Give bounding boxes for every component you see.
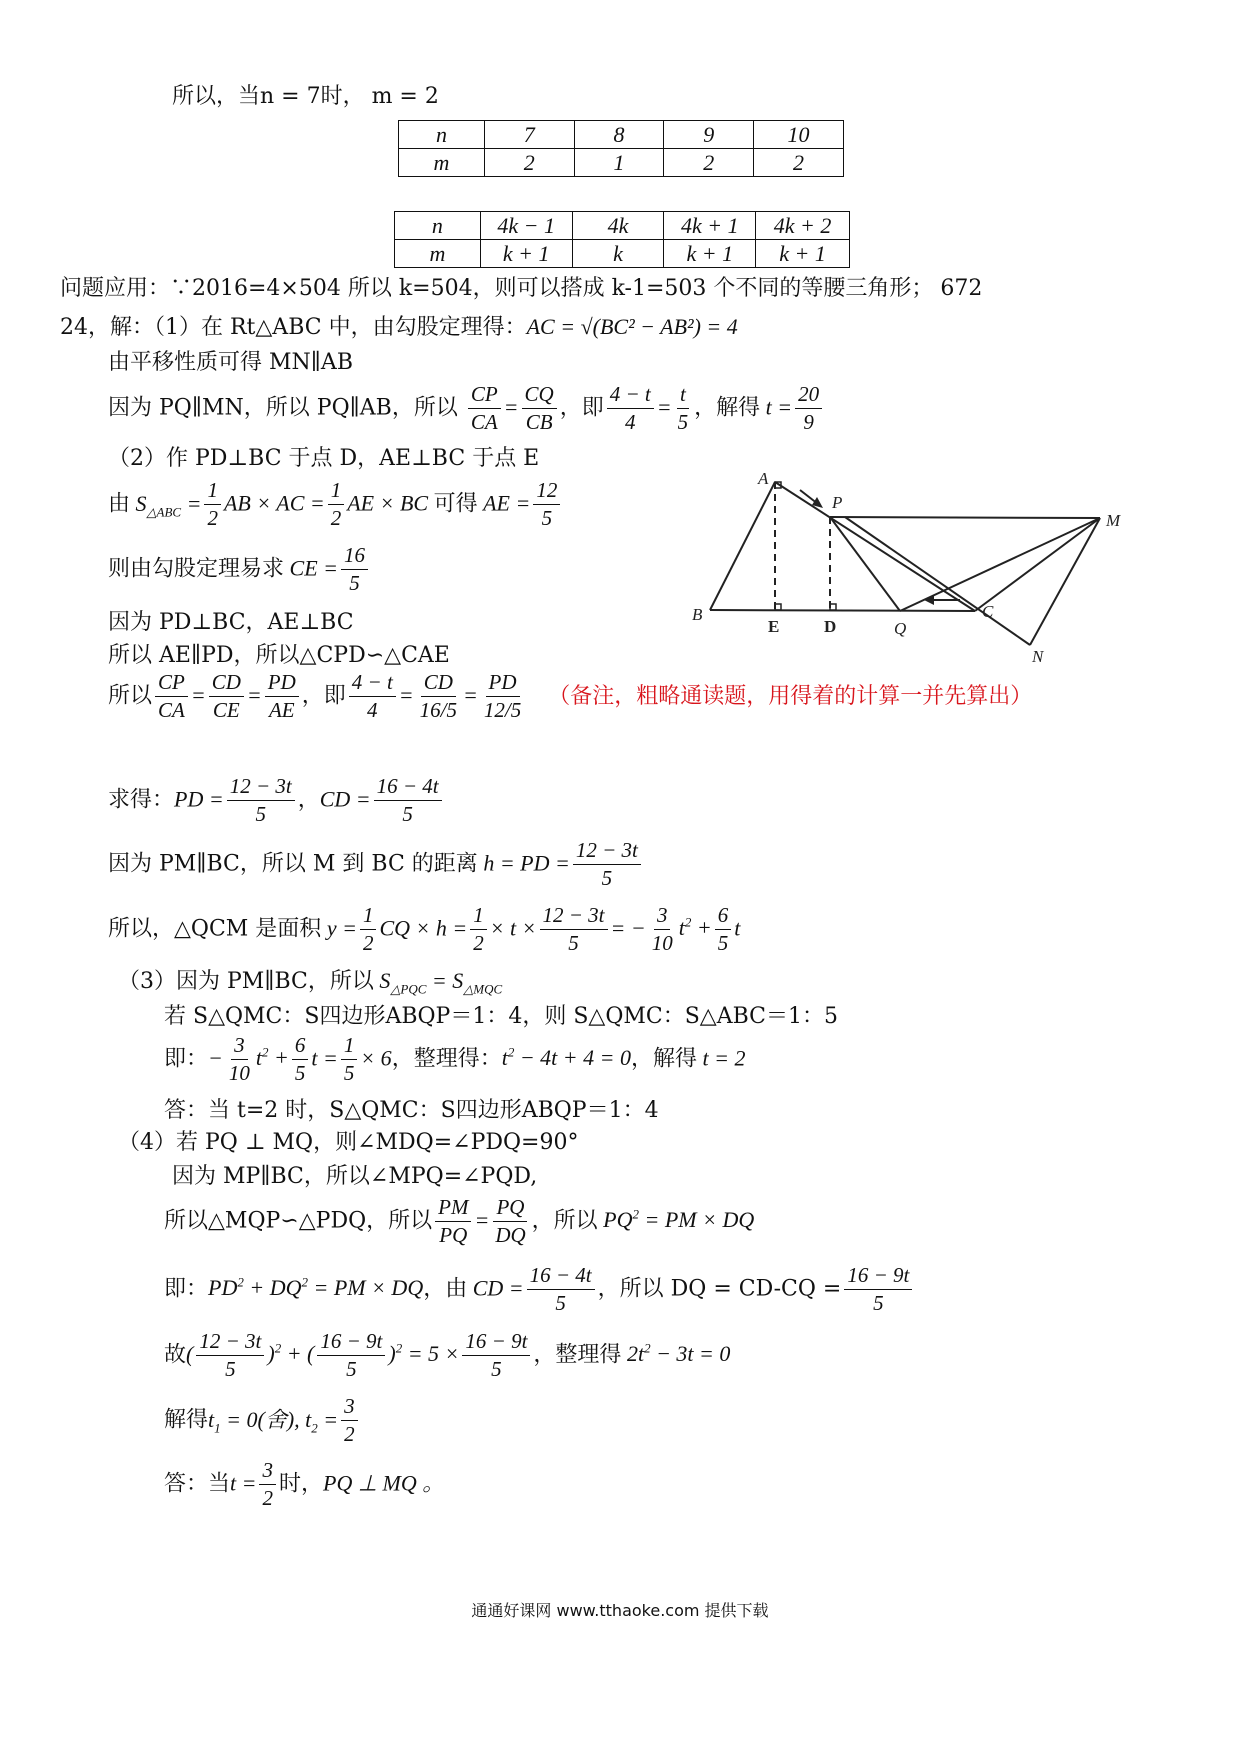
line-pd-cd: 求得：PD = $\frac{12 - 3t}{5}$ ，CD = $\frac{16 - 4t}{5}$ — [108, 776, 445, 825]
q24-intro: 24，解：（1）在 Rt△ABC 中，由勾股定理得： — [60, 315, 527, 340]
fraction: $\frac{16}{5}$ — [341, 545, 368, 594]
fraction: $\frac{1}{2}$ — [360, 905, 377, 954]
fraction: $\frac{16 - 4t}{5}$ — [527, 1265, 595, 1314]
fraction: $\frac{PQ}{DQ}$ — [495, 1194, 526, 1247]
fraction: $\frac{12 - 3t}{5}$ — [573, 840, 641, 889]
table-row — [399, 121, 844, 149]
fraction: $\frac{CP}{CA}$ — [468, 384, 501, 433]
text-fragment: ，由 — [423, 1276, 468, 1302]
label-p: P — [832, 493, 843, 512]
table-cell: m — [399, 149, 485, 177]
ac-formula: AC = √(BC² − AB²) = 4 — [526, 314, 738, 339]
text-fragment: 即： — [164, 1276, 209, 1302]
line-dq: 即：$PD^2 + DQ^2$ = PM × DQ，由 CD = $\frac{16 - 4t}{5}$ ，所以 DQ = CD-CQ = $\frac{16 - 9t}{5}$ — [164, 1264, 915, 1314]
fraction: $\frac{PD}{AE}$ — [265, 672, 299, 721]
line-ratio: 若 S△QMC：S四边形ABQP＝1：4，则 S△QMC：S△ABC＝1：5 — [164, 1004, 838, 1029]
table-cell: 4k − 1 — [480, 212, 572, 240]
fraction: $\frac{CD}{16/5}$ — [419, 670, 457, 722]
fraction: $\frac{3}{10}$ — [651, 902, 673, 955]
fraction: $\frac{6}{5}$ — [715, 905, 732, 954]
line-answer4: 答：当t = $\frac{3}{2}$ 时，PQ ⊥ MQ 。 — [164, 1458, 445, 1510]
fraction: $\frac{6}{5}$ — [292, 1035, 309, 1084]
text-fragment: 时， — [278, 1471, 323, 1497]
fraction: $\frac{1}{2}$ — [328, 480, 345, 529]
label-a: A — [758, 470, 769, 488]
line-therefore: 故( $\frac{12 - 3t}{5}$ )$^2$ + ( $\frac{16 - 9t}{5}$ )$^2$ = 5 × $\frac{16 - 9t}{5}$ ，整理得 $2t^2 - 3t = 0$ — [164, 1328, 731, 1381]
label-n: N — [1032, 647, 1044, 666]
label-q: Q — [894, 619, 907, 638]
edge-cm — [975, 518, 1100, 611]
remark-note: （备注，粗略通读题，用得着的计算一并先算出） — [548, 683, 1033, 709]
table-cell: k + 1 — [480, 240, 572, 268]
text-fragment: （3）因为 PM∥BC，所以 — [118, 969, 374, 994]
text-fragment: 故 — [164, 1342, 187, 1368]
text-fragment: ，整理得： — [391, 1046, 502, 1072]
fraction: $\frac{12 - 3t}{5}$ — [540, 905, 608, 954]
line-ce: 则由勾股定理易求 CE = $\frac{16}{5}$ — [108, 545, 371, 594]
text-fragment: 所以，△QCM 是面积 — [108, 916, 322, 942]
table-cell: k — [572, 240, 664, 268]
text-fragment: 解得 — [164, 1407, 209, 1433]
fraction: $\frac{16 - 4t}{5}$ — [374, 776, 442, 825]
fraction: $\frac{12}{5}$ — [533, 480, 560, 529]
fraction: $\frac{CD}{CE}$ — [209, 672, 244, 721]
line-part2: （2）作 PD⊥BC 于点 D，AE⊥BC 于点 E — [108, 446, 540, 471]
table-cell: 1 — [574, 149, 664, 177]
fraction: $\frac{4 - t}{4}$ — [349, 672, 396, 721]
table-cell: 9 — [664, 121, 754, 149]
fraction: $\frac{PM}{PQ}$ — [435, 1197, 471, 1246]
fraction: $\frac{3}{10}$ — [228, 1032, 250, 1085]
table-cell: m — [395, 240, 481, 268]
edge-np — [845, 517, 1030, 645]
text-fragment: ，整理得 — [533, 1342, 622, 1368]
text-fragment: 则由勾股定理易求 — [108, 556, 285, 582]
table-cell: 4k + 1 — [664, 212, 756, 240]
label-b: B — [692, 605, 703, 624]
fraction: $\frac{3}{2}$ — [341, 1396, 358, 1445]
line-equation: 即：− $\frac{3}{10}$ $t^2$ + $\frac{6}{5}$ t = $\frac{1}{5}$ × 6，整理得：$t^2 - 4t + 4 = 0$，解得 t = 2 — [164, 1032, 746, 1085]
edge-bc — [710, 610, 975, 611]
edge-ab — [710, 482, 775, 610]
text-fragment: 所以 — [108, 683, 153, 709]
line-answer3: 答：当 t=2 时，S△QMC：S四边形ABQP＝1：4 — [164, 1098, 659, 1123]
text-fragment: 由 — [108, 491, 131, 517]
line-problem-application: 问题应用：∵2016=4×504 所以 k=504，则可以搭成 k-1=503 个不同的等腰三角形； 672 — [60, 276, 983, 301]
geometry-figure — [660, 470, 1140, 670]
line-part3: （3）因为 PM∥BC，所以 $S_{\triangle PQC} = S_{\triangle MQC}$ — [118, 968, 503, 997]
label-m: M — [1106, 511, 1121, 530]
page-footer: 通通好课网 www.tthaoke.com 提供下载 — [471, 1601, 769, 1620]
fraction: $\frac{t}{5}$ — [677, 382, 689, 434]
text-fragment: ，解得 — [630, 1046, 697, 1072]
fraction: $\frac{16 - 9t}{5}$ — [844, 1265, 912, 1314]
fraction: $\frac{12 - 3t}{5}$ — [196, 1331, 264, 1380]
fraction: $\frac{CQ}{CB}$ — [522, 384, 557, 433]
table-cell: k + 1 — [664, 240, 756, 268]
value-table-1 — [398, 120, 844, 177]
line-translation: 由平移性质可得 MN∥AB — [108, 350, 353, 375]
table-cell: 10 — [754, 121, 844, 149]
value-table-2 — [394, 211, 850, 268]
line-perpendiculars: 因为 PD⊥BC，AE⊥BC — [108, 610, 354, 635]
fraction: $\frac{16 - 9t}{5}$ — [317, 1331, 385, 1380]
fraction: $\frac{16 - 9t}{5}$ — [462, 1331, 530, 1380]
line-solve: 解得$t_1 = 0$(舍), $t_2$ = $\frac{3}{2}$ — [164, 1396, 361, 1447]
table-cell: 2 — [484, 149, 574, 177]
table-cell: 7 — [484, 121, 574, 149]
line-similar: 所以 AE∥PD，所以△CPD∽△CAE — [108, 643, 450, 668]
text-fragment: 答：当 — [164, 1471, 231, 1497]
text-fragment: 因为 PM∥BC，所以 M 到 BC 的距离 — [108, 851, 478, 877]
table-cell: 2 — [664, 149, 754, 177]
line-angles: 因为 MP∥BC，所以∠MPQ=∠PQD, — [172, 1164, 538, 1189]
fraction: $\frac{3}{2}$ — [259, 1460, 276, 1509]
line-distance: 因为 PM∥BC，所以 M 到 BC 的距离 h = PD = $\frac{12 - 3t}{5}$ — [108, 840, 644, 889]
line-similar-ratio: 所以 $\frac{CP}{CA}$ = $\frac{CD}{CE}$ = $\frac{PD}{AE}$ ，即 $\frac{4 - t}{4}$ = $\frac{CD}{16/5}$ = $\frac{PD}{12/5}$ （备注，粗略通读题，用得着的计算一并先算出） — [108, 670, 1033, 722]
line-area-ae: 由 $S_{\triangle ABC}$ = $\frac{1}{2}$ AB × AC = $\frac{1}{2}$ AE × BC 可得 AE = $\frac{12}{5}$ — [108, 480, 563, 531]
text-fragment: ，解得 — [694, 395, 761, 421]
fraction: $\frac{PD}{12/5}$ — [483, 670, 522, 722]
table-cell: k + 1 — [756, 240, 850, 268]
line-part4: （4）若 PQ ⊥ MQ，则∠MDQ=∠PDQ=90° — [118, 1130, 579, 1155]
line-similar-mqp: 所以△MQP∽△PDQ，所以 $\frac{PM}{PQ}$ = $\frac{PQ}{DQ}$ ，所以 $PQ^2$ = PM × DQ — [164, 1194, 755, 1247]
table-row — [399, 149, 844, 177]
table-row — [395, 240, 850, 268]
line-parallel-ratio: 因为 PQ∥MN，所以 PQ∥AB，所以 $\frac{CP}{CA}$ = $\frac{CQ}{CB}$ ，即 $\frac{4 - t}{4}$ = $\frac{t}{5}$ ，解得 t = $\frac{20}{9}$ — [108, 384, 825, 433]
table-cell: n — [399, 121, 485, 149]
text-fragment: ，即 — [301, 683, 346, 709]
table-cell: n — [395, 212, 481, 240]
fraction: $\frac{1}{5}$ — [341, 1035, 358, 1084]
label-d: D — [824, 617, 837, 636]
text-fragment: ，即 — [559, 395, 604, 421]
text-fragment: 所以△MQP∽△PDQ，所以 — [164, 1208, 433, 1234]
edge-pm — [830, 517, 1100, 518]
fraction: $\frac{1}{2}$ — [470, 905, 487, 954]
text-fragment: ，所以 — [531, 1208, 598, 1234]
edge-ac — [775, 482, 975, 611]
label-e: E — [768, 617, 780, 636]
line-area-y: 所以，△QCM 是面积 y = $\frac{1}{2}$ CQ × h = $\frac{1}{2}$ × t × $\frac{12 - 3t}{5}$ = − $\frac{3}{10}$ $t^2$ + $\frac{6}{5}$ t — [108, 902, 741, 955]
text-fragment: 可得 — [433, 491, 478, 517]
text-fragment: 即： — [164, 1046, 209, 1072]
fraction: $\frac{12 - 3t}{5}$ — [227, 776, 295, 825]
text-fragment: 因为 PQ∥MN，所以 PQ∥AB，所以 — [108, 395, 458, 421]
text-fragment: ，所以 DQ = CD-CQ = — [597, 1276, 842, 1302]
fraction: $\frac{20}{9}$ — [795, 384, 822, 433]
table-cell: 4k — [572, 212, 664, 240]
fraction: $\frac{CP}{CA}$ — [155, 672, 188, 721]
line-q24-part1 — [60, 316, 738, 339]
table-cell: 4k + 2 — [756, 212, 850, 240]
table-cell: 2 — [754, 149, 844, 177]
line-1: 所以，当n = 7时， m = 2 — [172, 84, 439, 109]
fraction: $\frac{4 - t}{4}$ — [607, 384, 654, 433]
label-c: C — [982, 602, 994, 621]
table-row — [395, 212, 850, 240]
edge-mn — [1030, 518, 1100, 645]
table-cell: 8 — [574, 121, 664, 149]
fraction: $\frac{1}{2}$ — [204, 480, 221, 529]
text-fragment: 求得： — [108, 787, 175, 813]
